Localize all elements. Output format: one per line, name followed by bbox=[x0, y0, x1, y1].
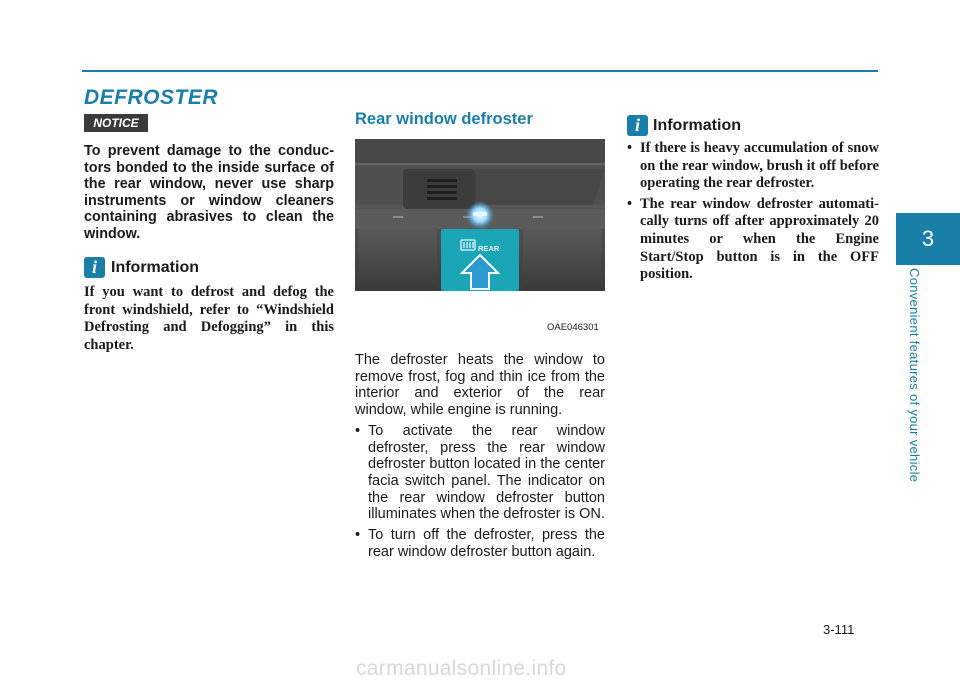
list-item: • To turn off the defroster, press the rear window defroster button again. bbox=[355, 527, 605, 560]
watermark: carmanualsonline.info bbox=[356, 657, 567, 680]
list-item: • To activate the rear window defroster, press the rear window defroster button located in the center facia switch panel. The indicator on the rear window defroster button illuminates when the defroster is ON. bbox=[355, 423, 605, 523]
intro-paragraph: The defroster heats the window to remove frost, fog and thin ice from the interior and exterior of the rear window, while engine is running. bbox=[355, 352, 605, 419]
info-text: If you want to defrost and defog the front windshield, refer to “Windshield Defrosting and Defogging” in this chapter. bbox=[84, 284, 334, 353]
chapter-title: Convenient features of your vehicle bbox=[907, 268, 922, 483]
info-heading: Information bbox=[111, 259, 199, 276]
photo-label: REAR bbox=[478, 244, 500, 253]
chapter-tab: 3 bbox=[896, 213, 960, 265]
defroster-button-photo bbox=[355, 139, 605, 335]
section-title: DEFROSTER bbox=[84, 86, 219, 109]
info-icon: i bbox=[627, 115, 648, 136]
notice-badge: NOTICE bbox=[84, 114, 148, 132]
rear-defroster-heading: Rear window defroster bbox=[355, 110, 533, 128]
header-rule bbox=[82, 70, 878, 72]
info-list bbox=[627, 140, 879, 284]
info-heading: Information bbox=[653, 117, 741, 134]
rear-defroster-body bbox=[355, 352, 605, 560]
page-number: 3-111 bbox=[823, 622, 855, 637]
list-item: • If there is heavy accumulation of snow on the rear window, brush it off before operating the rear defroster. bbox=[627, 140, 879, 193]
photo-code: OAE046301 bbox=[547, 322, 599, 333]
list-item: • The rear window defroster automatically turns off after approximately 20 minutes or when the Engine Start/Stop button is in the OFF position. bbox=[627, 196, 879, 284]
notice-text: To prevent damage to the conductors bonded to the inside surface of the rear window, never use sharp instruments or window cleaners containing abrasives to clean the window. bbox=[84, 143, 334, 242]
info-icon: i bbox=[84, 257, 105, 278]
